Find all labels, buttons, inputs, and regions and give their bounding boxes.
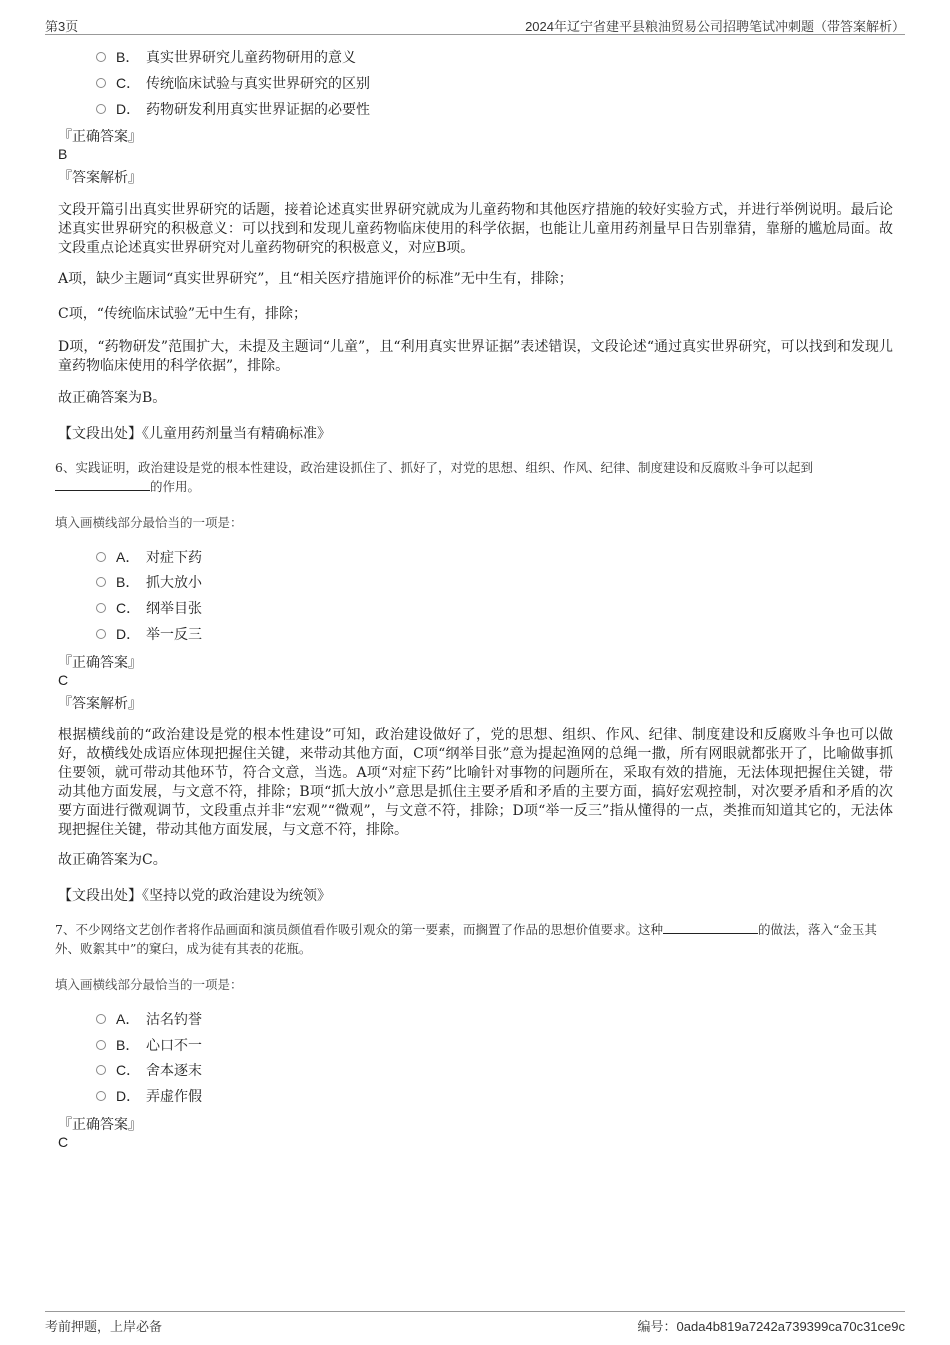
q7-option-c[interactable]: C． 舍本逐末 xyxy=(96,1060,202,1080)
q5-option-b[interactable]: B． 真实世界研究儿童药物研用的意义 xyxy=(96,47,356,67)
q7-option-d[interactable]: D． 弄虚作假 xyxy=(96,1086,202,1106)
q5-option-c[interactable]: C． 传统临床试验与真实世界研究的区别 xyxy=(96,73,370,93)
page-footer xyxy=(45,1311,905,1338)
q6-analysis-label: 『答案解析』 xyxy=(58,696,142,712)
radio-icon[interactable] xyxy=(96,552,106,562)
radio-icon[interactable] xyxy=(96,52,106,62)
radio-icon[interactable] xyxy=(96,577,106,587)
radio-icon[interactable] xyxy=(96,78,106,88)
q6-answer-label: 『正确答案』 xyxy=(58,655,142,671)
q7-option-b[interactable]: B． 心口不一 xyxy=(96,1035,202,1055)
radio-icon[interactable] xyxy=(96,629,106,639)
q7-answer: C xyxy=(58,1134,69,1150)
q5-analysis-label: 『答案解析』 xyxy=(58,170,142,186)
q6-option-c[interactable]: C． 纲举目张 xyxy=(96,598,202,618)
page-header xyxy=(45,14,905,35)
radio-icon[interactable] xyxy=(96,1065,106,1075)
page-number: 第3页 xyxy=(45,19,79,34)
blank-line xyxy=(55,478,150,491)
q6-answer: C xyxy=(58,672,69,688)
q7-fill-prompt: 填入画横线部分最恰当的一项是： xyxy=(55,977,243,992)
q5-analysis-paragraph: 文段开篇引出真实世界研究的话题，接着论述真实世界研究就成为儿童药物和其他医疗措施的较好实验方式，并进行举例说明。最后论述真实世界研究的积极意义：可以找到和发现儿童药物临床使用的科学依据，也能让儿童用药剂量早日告别靠猜，靠掰的尴尬局面。故文段重点论述真实世界研究对儿童药物研究的积极意义，对应B项。 xyxy=(58,202,893,256)
q5-answer: B xyxy=(58,146,68,162)
radio-icon[interactable] xyxy=(96,1014,106,1024)
q5-conclusion: 故正确答案为B。 xyxy=(58,390,167,406)
document-id: 编号：0ada4b819a7242a739399ca70c31ce9c xyxy=(637,1319,905,1334)
q6-option-a[interactable]: A． 对症下药 xyxy=(96,547,202,567)
q5-source: 【文段出处】《儿童用药剂量当有精确标准》 xyxy=(58,426,331,442)
blank-line xyxy=(663,921,758,934)
q7-answer-label: 『正确答案』 xyxy=(58,1117,142,1133)
q6-analysis-paragraph: 根据横线前的“政治建设是党的根本性建设”可知，政治建设做好了，党的思想、组织、作风、纪律、制度建设和反腐败斗争也可以做好，故横线处成语应体现把握住关键，来带动其他方面，C项“纲举目张”意为提起渔网的总绳一撒，所有网眼就都张开了，比喻做事抓住要领，就可带动其他环节，符合文意，当选。A项“对症下药”比喻针对事物的问题所在，采取有效的措施，无法体现把握住关键，带动其他方面发展，与文意不符，排除；B项“抓大放小”意思是抓住主要矛盾和矛盾的主要方面，搞好宏观控制，对次要矛盾和矛盾的次要方面进行微观调节，文段重点并非“宏观”“微观”，与文意不符，排除；D项“举一反三”指从懂得的一点，类推而知道其它的，无法体现把握住关键，带动其他方面发展，与文意不符，排除。 xyxy=(58,727,893,838)
q6-conclusion: 故正确答案为C。 xyxy=(58,852,167,868)
q6-option-b[interactable]: B． 抓大放小 xyxy=(96,572,202,592)
radio-icon[interactable] xyxy=(96,104,106,114)
q6-fill-prompt: 填入画横线部分最恰当的一项是： xyxy=(55,515,243,530)
q5-answer-label: 『正确答案』 xyxy=(58,129,142,145)
q6-source: 【文段出处】《坚持以党的政治建设为统领》 xyxy=(58,888,331,904)
q5-option-d[interactable]: D． 药物研发利用真实世界证据的必要性 xyxy=(96,99,370,119)
radio-icon[interactable] xyxy=(96,1040,106,1050)
footer-slogan: 考前押题，上岸必备 xyxy=(45,1319,163,1334)
q6-stem: 6、实践证明，政治建设是党的根本性建设，政治建设抓住了、抓好了，对党的思想、组织、作风、纪律、制度建设和反腐败斗争可以起到 的作用。 xyxy=(55,460,813,494)
q6-option-d[interactable]: D． 举一反三 xyxy=(96,624,202,644)
q5-analysis-paragraph: A项，缺少主题词“真实世界研究”，且“相关医疗措施评价的标准”无中生有，排除； xyxy=(58,271,573,287)
radio-icon[interactable] xyxy=(96,603,106,613)
document-title: 2024年辽宁省建平县粮油贸易公司招聘笔试冲刺题（带答案解析） xyxy=(525,19,905,34)
radio-icon[interactable] xyxy=(96,1091,106,1101)
q7-stem: 7、不少网络文艺创作者将作品画面和演员颜值看作吸引观众的第一要素，而搁置了作品的思想价值要求。这种 的做法，落入“金玉其外、败絮其中”的窠臼，成为徒有其表的花瓶。 xyxy=(55,922,877,956)
q5-analysis-paragraph: D项，“药物研发”范围扩大，未提及主题词“儿童”，且“利用真实世界证据”表述错误，文段论述“通过真实世界研究，可以找到和发现儿童药物临床使用的科学依据”，排除。 xyxy=(58,339,893,374)
q7-option-a[interactable]: A． 沽名钓誉 xyxy=(96,1009,202,1029)
q5-analysis-paragraph: C项，“传统临床试验”无中生有，排除； xyxy=(58,306,308,322)
